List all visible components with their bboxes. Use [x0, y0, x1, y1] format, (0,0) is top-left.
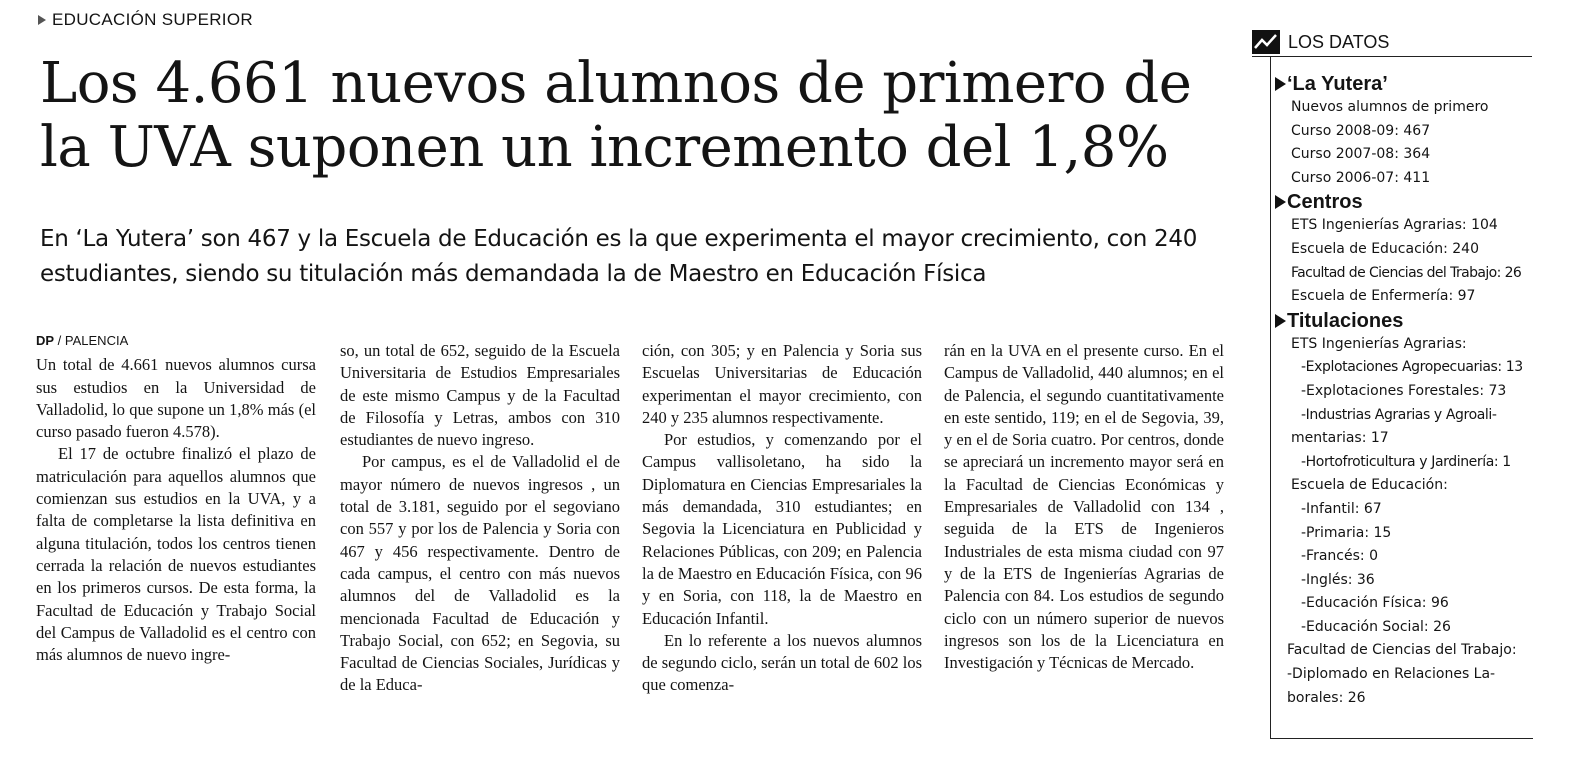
sidebar-line: -Francés: 0 [1301, 548, 1378, 565]
headline: Los 4.661 nuevos alumnos de primero de la UVA suponen un incremento del 1,8% [40, 51, 1192, 180]
paragraph: rán en la UVA en el presente curso. En el Campus de Valladolid, 440 alumnos; en el de Palencia, el segundo cuantitativamente en este sentido, 119; en el de Segovia, 39, y en el de Soria cuatro. Por centros, donde se apreciará un incremento mayor será en la Facultad de Ciencias Económicas y Empresariales de Valladolid con 134 , seguida de la ETS de Ingenieros Industriales de esta misma ciudad con 97 y de la ETS de Ingenierías Agrarias de Palencia con 84. Los estudios de segundo ciclo con un número superior de nuevos ingresos son los de la Licenciatura en Investigación y Técnicas de Mercado. [944, 341, 1224, 673]
byline-agency: DP [36, 333, 55, 348]
sidebar-line: -Infantil: 67 [1301, 500, 1382, 517]
sidebar-line: Escuela de Educación: 240 [1291, 240, 1479, 257]
sidebar-heading-text: Titulaciones [1287, 309, 1404, 332]
sidebar-line: Curso 2007-08: 364 [1291, 146, 1431, 163]
sidebar-line: -Explotaciones Agropecuarias: 13 [1301, 359, 1523, 376]
article-column-3 [642, 340, 922, 697]
chart-trend-icon [1252, 30, 1280, 54]
sidebar-line: Facultad de Ciencias del Trabajo: [1287, 642, 1517, 659]
pointer-icon [1275, 77, 1286, 91]
sidebar-line: -Explotaciones Forestales: 73 [1301, 382, 1507, 399]
sidebar-line: Facultad de Ciencias del Trabajo: 26 [1291, 264, 1522, 281]
sidebar-line: Escuela de Educación: [1291, 477, 1448, 494]
sidebar-line: mentarias: 17 [1291, 430, 1389, 447]
sidebar-line: -Educación Física: 96 [1301, 595, 1449, 612]
paragraph: Por campus, es el de Valladolid el de mayor número de nuevos ingresos , un total de 3.181, seguido por el segoviano con 557 y por los de Palencia y Soria con 467 y 456 respectivamente. Dentro de cada campus, el centro con más nuevos alumnos del de Valladolid es la mencionada Facultad de Educación y Trabajo Social, con 652; en Segovia, su Facultad de Ciencias Sociales, Jurídicas y de la Educa- [340, 452, 620, 695]
sidebar-line: Curso 2008-09: 467 [1291, 122, 1431, 139]
section-label [38, 10, 253, 30]
article-column-1 [36, 330, 316, 666]
sidebar-line: -Primaria: 15 [1301, 524, 1392, 541]
sidebar-line: Escuela de Enfermería: 97 [1291, 288, 1476, 305]
byline: DP / PALENCIA [36, 333, 129, 348]
sidebar-line: Nuevos alumnos de primero [1291, 99, 1489, 115]
paragraph: so, un total de 652, seguido de la Escuela Universitaria de Estudios Empresariales de este mismo Campus y de la Facultad de Filosofía y Letras, ambos con 310 estudiantes de nuevo ingreso. [340, 341, 620, 450]
paragraph: Por estudios, y comenzando por el Campus vallisoletano, ha sido la Diplomatura en Ciencias Empresariales la más demandada, 310 estudiantes; en Segovia la Licenciatura en Publicidad y Relaciones Públicas, con 209; en Palencia la de Maestro en Educación Física, con 96 y en Soria, con 118, la de Maestro en Educación Infantil. [642, 430, 922, 628]
sidebar-line: -Diplomado en Relaciones La- [1287, 666, 1496, 683]
sidebar-line: ETS Ingenierías Agrarias: 104 [1291, 217, 1498, 234]
byline-location: PALENCIA [64, 333, 129, 348]
article-column-4 [944, 340, 1224, 674]
sidebar-header [1252, 28, 1532, 57]
section-arrow-icon [38, 15, 46, 25]
section-text: EDUCACIÓN SUPERIOR [52, 10, 253, 29]
sidebar-line: -Educación Social: 26 [1301, 618, 1451, 635]
sidebar-heading-text: Centros [1287, 191, 1363, 214]
sidebar-line: borales: 26 [1287, 689, 1366, 706]
sidebar-line: Curso 2006-07: 411 [1291, 169, 1431, 186]
paragraph: En lo referente a los nuevos alumnos de segundo ciclo, serán un total de 602 los que comenza- [642, 630, 922, 695]
sidebar-title: LOS DATOS [1288, 31, 1390, 52]
pointer-icon [1275, 314, 1286, 328]
subheadline: En ‘La Yutera’ son 467 y la Escuela de Educación es la que experimenta el mayor crecimiento, con 240 estudiantes, siendo su titulación más demandada la de Maestro en Educación Física [40, 226, 1198, 287]
sidebar-line: ETS Ingenierías Agrarias: [1291, 335, 1467, 352]
sidebar-section-heading [1275, 309, 1541, 333]
sidebar-line: -Inglés: 36 [1301, 571, 1375, 588]
article-column-2 [340, 340, 620, 697]
pointer-icon [1275, 195, 1286, 209]
sidebar-heading-text: ‘La Yutera’ [1287, 73, 1388, 95]
sidebar-section-heading [1275, 190, 1541, 214]
sidebar-line: -Industrias Agrarias y Agroali- [1301, 406, 1497, 423]
sidebar-line: -Hortofroticultura y Jardinería: 1 [1301, 453, 1511, 470]
sidebar-section-heading [1275, 72, 1541, 96]
paragraph: ción, con 305; y en Palencia y Soria sus Escuelas Universitarias de Educación experimentan el mayor crecimiento, con 240 y 235 alumnos respectivamente. [642, 341, 922, 427]
sidebar-content [1281, 72, 1541, 710]
paragraph: Un total de 4.661 nuevos alumnos cursa sus estudios en la Universidad de Valladolid, lo que supone un 1,8% más (el curso pasado fueron 4.578). [36, 355, 316, 442]
paragraph: El 17 de octubre finalizó el plazo de matriculación para aquellos alumnos que comienzan sus estudios en la UVA, y a falta de completarse la lista definitiva en alguna titulación, todos los centros tienen cerrada la relación de nuevos estudiantes en los primeros cursos. De esta forma, la Facultad de Educación y Trabajo Social del Campus de Valladolid es el centro con más alumnos de nuevo ingre- [36, 444, 316, 665]
